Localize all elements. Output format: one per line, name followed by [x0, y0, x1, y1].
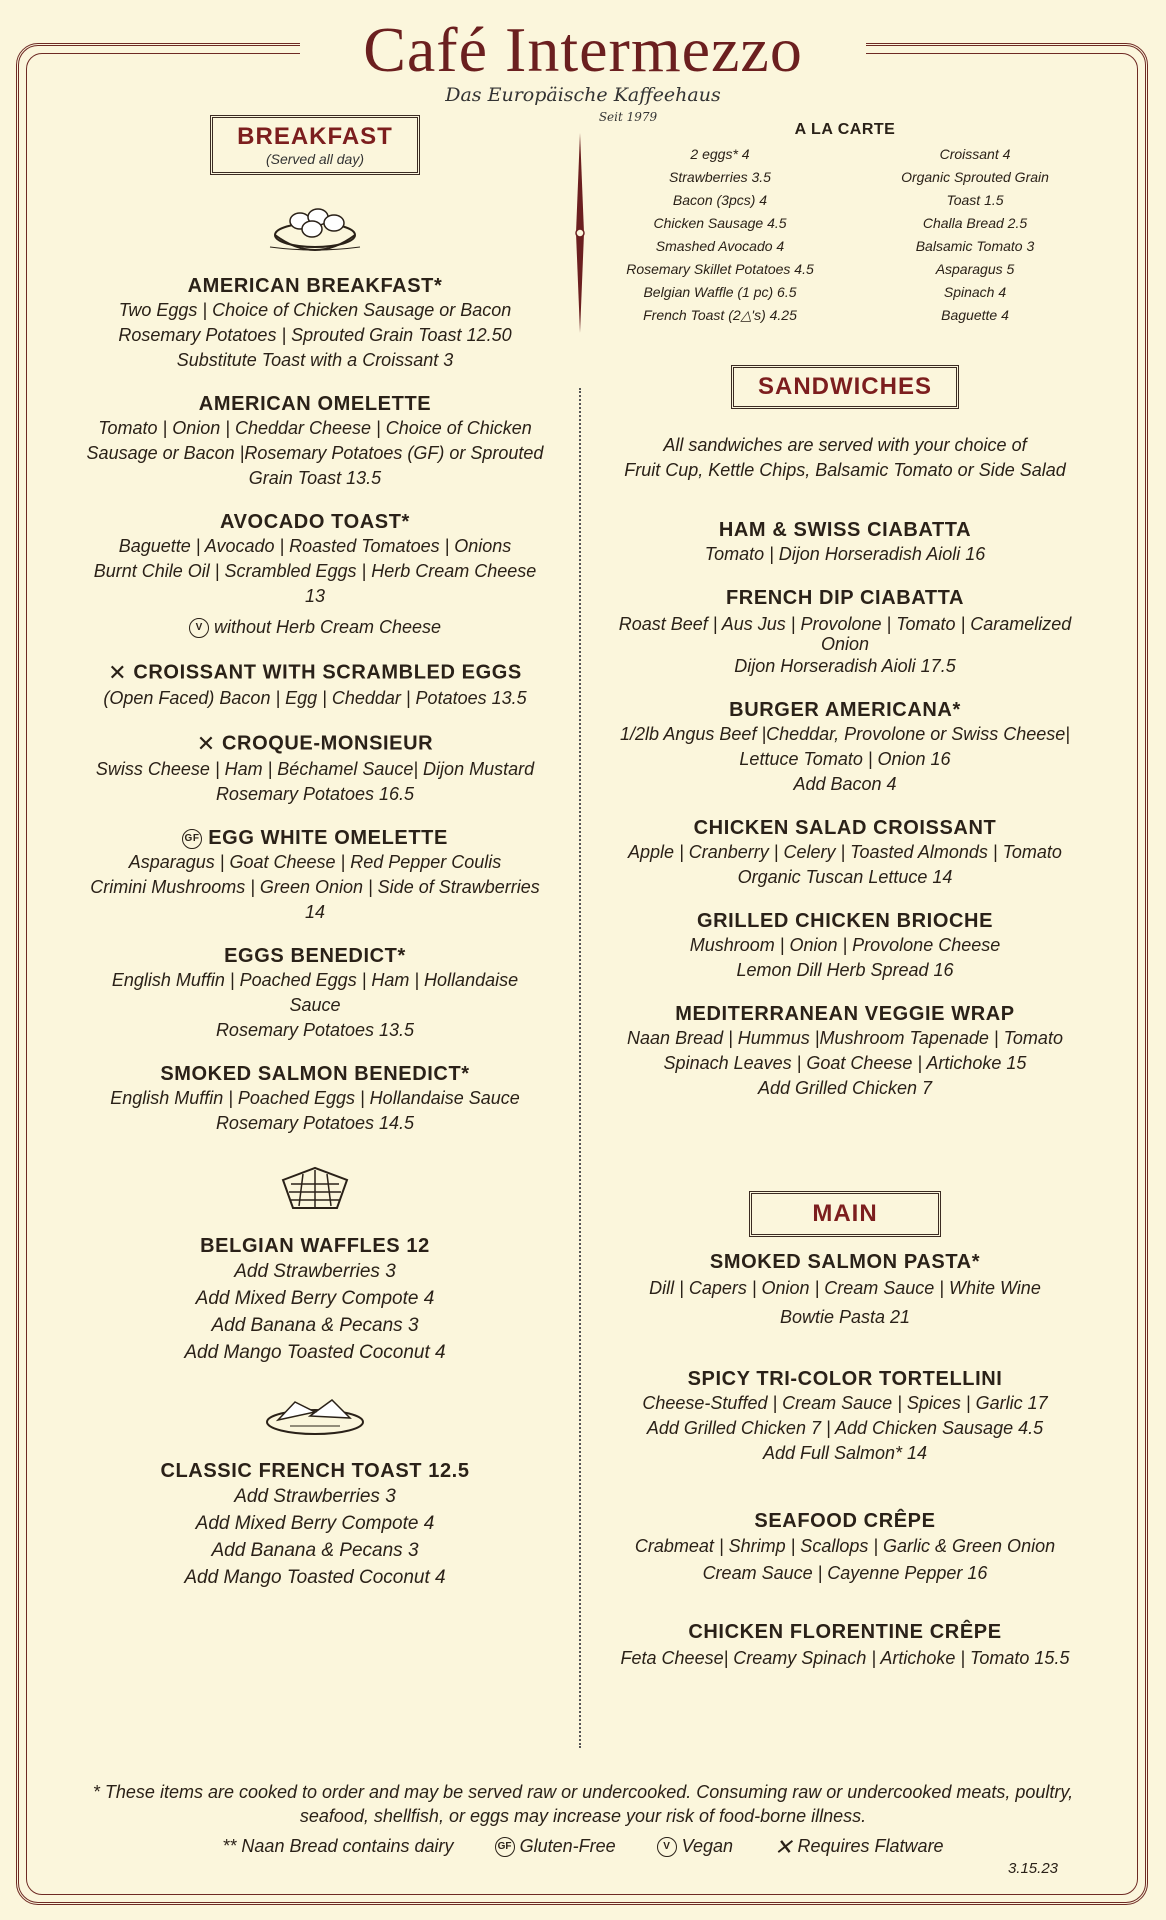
- item-desc: Mushroom | Onion | Provolone Cheese: [689, 935, 1001, 955]
- flatware-icon: ✕: [196, 731, 216, 756]
- a-la-carte-title: A LA CARTE: [794, 121, 896, 138]
- sandwiches-title: SANDWICHES: [757, 373, 932, 400]
- flatware-icon: ✕: [774, 1834, 793, 1860]
- list-item: Balsamic Tomato 3: [915, 238, 1035, 254]
- gluten-free-icon: GF: [495, 1837, 515, 1857]
- item-desc: 14: [304, 902, 326, 922]
- a-la-carte-col-1: [595, 143, 845, 327]
- item-desc: Burnt Chile Oil | Scrambled Eggs | Herb Cream Cheese: [93, 561, 537, 581]
- flatware-icon: ✕: [108, 660, 128, 685]
- cafe-subtitle: Das Europäische Kaffeehaus: [445, 84, 721, 106]
- item-desc: Cream Sauce | Cayenne Pepper 16: [702, 1563, 988, 1583]
- menu-item-american-breakfast: [70, 275, 560, 373]
- item-desc: Two Eggs | Choice of Chicken Sausage or Bacon: [118, 300, 512, 320]
- sandwiches-intro: [595, 433, 1095, 483]
- item-addon: Add Mixed Berry Compote 4: [195, 1513, 435, 1534]
- item-desc: Add Bacon 4: [793, 774, 897, 794]
- legend-gluten-free: Gluten-Free: [519, 1836, 616, 1856]
- item-addon: Add Mango Toasted Coconut 4: [184, 1567, 446, 1588]
- menu-item-french-dip: [595, 587, 1095, 679]
- footer: [60, 1780, 1106, 1859]
- list-item: Asparagus 5: [935, 261, 1015, 277]
- item-desc: Substitute Toast with a Croissant 3: [176, 350, 454, 370]
- item-name: EGGS BENEDICT*: [224, 945, 406, 967]
- item-desc: Tomato | Dijon Horseradish Aioli 16: [704, 544, 986, 564]
- vegan-icon: V: [189, 618, 209, 638]
- item-name: SPICY TRI-COLOR TORTELLINI: [687, 1368, 1003, 1390]
- item-desc: Asparagus | Goat Cheese | Red Pepper Coulis: [128, 852, 502, 872]
- list-item: Spinach 4: [943, 284, 1007, 300]
- list-item: Challa Bread 2.5: [922, 215, 1028, 231]
- since-year: Seit 1979: [598, 110, 658, 124]
- list-item: Bacon (3pcs) 4: [672, 192, 768, 208]
- menu-item-american-omelette: [70, 393, 560, 491]
- legend-vegan: Vegan: [681, 1836, 734, 1856]
- a-la-carte-list: [595, 143, 1095, 327]
- item-desc: Sauce: [289, 995, 341, 1015]
- item-desc: Roast Beef | Aus Jus | Provolone | Tomato | Caramelized: [618, 614, 1072, 634]
- breakfast-column: [70, 115, 560, 1591]
- menu-item-classic-french-toast: [70, 1460, 560, 1591]
- breakfast-title: BREAKFAST: [237, 123, 393, 150]
- legend: [60, 1834, 1106, 1859]
- list-item: Toast 1.5: [946, 192, 1004, 208]
- item-desc: Apple | Cranberry | Celery | Toasted Almonds | Tomato: [628, 842, 1062, 862]
- item-name-row: [70, 827, 560, 850]
- a-la-carte-col-2: [855, 143, 1095, 327]
- item-name: CROQUE-MONSIEUR: [221, 732, 434, 755]
- menu-item-avocado-toast: [70, 511, 560, 640]
- item-name: FRENCH DIP CIABATTA: [725, 587, 965, 609]
- column-divider: [579, 388, 581, 1748]
- menu-item-smoked-salmon-pasta: [595, 1251, 1095, 1332]
- breakfast-badge: [210, 115, 420, 175]
- list-item: 2 eggs* 4: [690, 146, 750, 162]
- menu-item-egg-white-omelette: [70, 827, 560, 925]
- egg-basket-icon: [260, 195, 370, 255]
- disclaimer: * These items are cooked to order and may be served raw or undercooked. Consuming raw or undercooked meats, poultry,: [92, 1782, 1074, 1802]
- ornament-divider: [574, 133, 586, 333]
- item-desc: 13: [304, 586, 326, 606]
- gluten-free-icon: GF: [182, 829, 202, 849]
- item-desc: Sausage or Bacon |Rosemary Potatoes (GF) or Sprouted: [86, 443, 544, 463]
- item-desc: Naan Bread | Hummus |Mushroom Tapenade | Tomato: [627, 1028, 1063, 1048]
- item-name: SMOKED SALMON BENEDICT*: [160, 1063, 470, 1085]
- item-name: AMERICAN OMELETTE: [198, 393, 432, 415]
- legend-naan: ** Naan Bread contains dairy: [222, 1836, 454, 1856]
- item-desc: English Muffin | Poached Eggs | Hollandaise Sauce: [110, 1088, 520, 1108]
- item-desc: Onion: [820, 634, 870, 654]
- item-desc: Rosemary Potatoes | Sprouted Grain Toast 12.50: [118, 325, 512, 345]
- menu-item-smoked-salmon-benedict: [70, 1063, 560, 1136]
- item-name: AMERICAN BREAKFAST*: [187, 275, 443, 297]
- menu-item-ham-swiss: [595, 519, 1095, 567]
- menu-item-eggs-benedict: [70, 945, 560, 1043]
- item-desc: Crimini Mushrooms | Green Onion | Side of Strawberries: [90, 877, 540, 897]
- item-desc: Grain Toast 13.5: [248, 468, 382, 488]
- list-item: Baguette 4: [941, 307, 1009, 323]
- item-name-row: [70, 731, 560, 757]
- item-name: CHICKEN SALAD CROISSANT: [693, 817, 997, 839]
- item-desc: English Muffin | Poached Eggs | Ham | Hollandaise: [111, 970, 519, 990]
- main-badge: [749, 1191, 940, 1237]
- menu-item-chicken-florentine-crepe: [595, 1621, 1095, 1673]
- item-name: BELGIAN WAFFLES 12: [200, 1235, 430, 1257]
- item-note: [70, 615, 560, 640]
- item-desc: Swiss Cheese | Ham | Béchamel Sauce| Dijon Mustard: [95, 759, 535, 779]
- item-name: SMOKED SALMON PASTA*: [709, 1251, 981, 1273]
- item-desc: Dill | Capers | Onion | Cream Sauce | White Wine: [649, 1278, 1041, 1298]
- item-desc: Feta Cheese| Creamy Spinach | Artichoke | Tomato 15.5: [620, 1648, 1070, 1668]
- item-name: CROISSANT WITH SCRAMBLED EGGS: [133, 661, 522, 684]
- item-addon: Add Mixed Berry Compote 4: [195, 1288, 435, 1309]
- item-desc: Cheese-Stuffed | Cream Sauce | Spices | Garlic 17: [642, 1393, 1048, 1413]
- item-desc: 1/2lb Angus Beef |Cheddar, Provolone or Swiss Cheese|: [620, 724, 1070, 744]
- menu-date: 3.15.23: [1007, 1860, 1058, 1877]
- intro-line: All sandwiches are served with your choice of: [663, 435, 1027, 455]
- legend-flatware: Requires Flatware: [797, 1836, 944, 1856]
- item-addon: Add Strawberries 3: [234, 1261, 396, 1282]
- item-addon: Add Mango Toasted Coconut 4: [184, 1342, 446, 1363]
- cafe-title: Café Intermezzo: [363, 14, 803, 85]
- item-note-text: without Herb Cream Cheese: [213, 617, 442, 637]
- item-desc: Rosemary Potatoes 16.5: [215, 784, 415, 804]
- menu-item-chicken-salad-croissant: [595, 817, 1095, 890]
- menu-item-mediterranean-wrap: [595, 1003, 1095, 1101]
- list-item: Belgian Waffle (1 pc) 6.5: [643, 284, 797, 300]
- disclaimer: seafood, shellfish, or eggs may increase your risk of food-borne illness.: [299, 1806, 867, 1826]
- item-desc: Add Full Salmon* 14: [762, 1443, 928, 1463]
- list-item: Strawberries 3.5: [669, 169, 771, 185]
- menu-item-grilled-chicken-brioche: [595, 910, 1095, 983]
- menu-item-tortellini: [595, 1368, 1095, 1466]
- list-item: Smashed Avocado 4: [655, 238, 785, 254]
- item-desc: Crabmeat | Shrimp | Scallops | Garlic & Green Onion: [634, 1536, 1056, 1556]
- menu-item-belgian-waffles: [70, 1235, 560, 1366]
- item-name-row: [70, 660, 560, 686]
- item-name: AVOCADO TOAST*: [220, 511, 410, 533]
- item-name: CLASSIC FRENCH TOAST 12.5: [160, 1460, 470, 1482]
- item-desc: Add Grilled Chicken 7: [757, 1078, 933, 1098]
- list-item: Croissant 4: [939, 146, 1011, 162]
- list-item: Rosemary Skillet Potatoes 4.5: [626, 261, 814, 277]
- item-desc: Baguette | Avocado | Roasted Tomatoes | Onions: [118, 536, 512, 556]
- waffle-icon: [275, 1160, 355, 1215]
- vegan-icon: V: [657, 1837, 677, 1857]
- french-toast-icon: [260, 1390, 370, 1440]
- menu-item-seafood-crepe: [595, 1510, 1095, 1587]
- intro-line: Fruit Cup, Kettle Chips, Balsamic Tomato or Side Salad: [624, 460, 1066, 480]
- menu-item-croque-monsieur: [70, 731, 560, 807]
- item-desc: Rosemary Potatoes 14.5: [215, 1113, 415, 1133]
- list-item: Chicken Sausage 4.5: [653, 215, 787, 231]
- item-name: GRILLED CHICKEN BRIOCHE: [696, 910, 994, 932]
- sandwiches-badge: [731, 365, 959, 409]
- item-addon: Add Banana & Pecans 3: [211, 1540, 419, 1561]
- item-name: BURGER AMERICANA*: [729, 699, 961, 721]
- item-name: CHICKEN FLORENTINE CRÊPE: [688, 1621, 1002, 1643]
- item-desc: Add Grilled Chicken 7 | Add Chicken Sausage 4.5: [646, 1418, 1044, 1438]
- item-desc: Bowtie Pasta 21: [779, 1307, 911, 1327]
- item-desc: (Open Faced) Bacon | Egg | Cheddar | Potatoes 13.5: [103, 688, 527, 708]
- menu-item-burger-americana: [595, 699, 1095, 797]
- list-item: Organic Sprouted Grain: [901, 169, 1049, 185]
- item-desc: Lemon Dill Herb Spread 16: [736, 960, 954, 980]
- item-name: EGG WHITE OMELETTE: [208, 827, 448, 849]
- item-addon: Add Strawberries 3: [234, 1486, 396, 1507]
- item-name: SEAFOOD CRÊPE: [754, 1510, 936, 1532]
- item-name: HAM & SWISS CIABATTA: [718, 519, 972, 541]
- item-desc: Lettuce Tomato | Onion 16: [739, 749, 951, 769]
- item-desc: Tomato | Onion | Cheddar Cheese | Choice of Chicken: [98, 418, 532, 438]
- list-item: French Toast (2△'s) 4.25: [643, 307, 797, 323]
- item-name: MEDITERRANEAN VEGGIE WRAP: [675, 1003, 1015, 1025]
- menu-item-croissant-scrambled: [70, 660, 560, 711]
- right-column: [595, 115, 1095, 1673]
- breakfast-subtitle: (Served all day): [265, 151, 365, 167]
- item-desc: Dijon Horseradish Aioli 17.5: [734, 656, 956, 676]
- item-desc: Rosemary Potatoes 13.5: [215, 1020, 415, 1040]
- item-desc: Organic Tuscan Lettuce 14: [737, 867, 953, 887]
- item-desc: Spinach Leaves | Goat Cheese | Artichoke 15: [663, 1053, 1027, 1073]
- item-addon: Add Banana & Pecans 3: [211, 1315, 419, 1336]
- main-title: MAIN: [812, 1200, 878, 1227]
